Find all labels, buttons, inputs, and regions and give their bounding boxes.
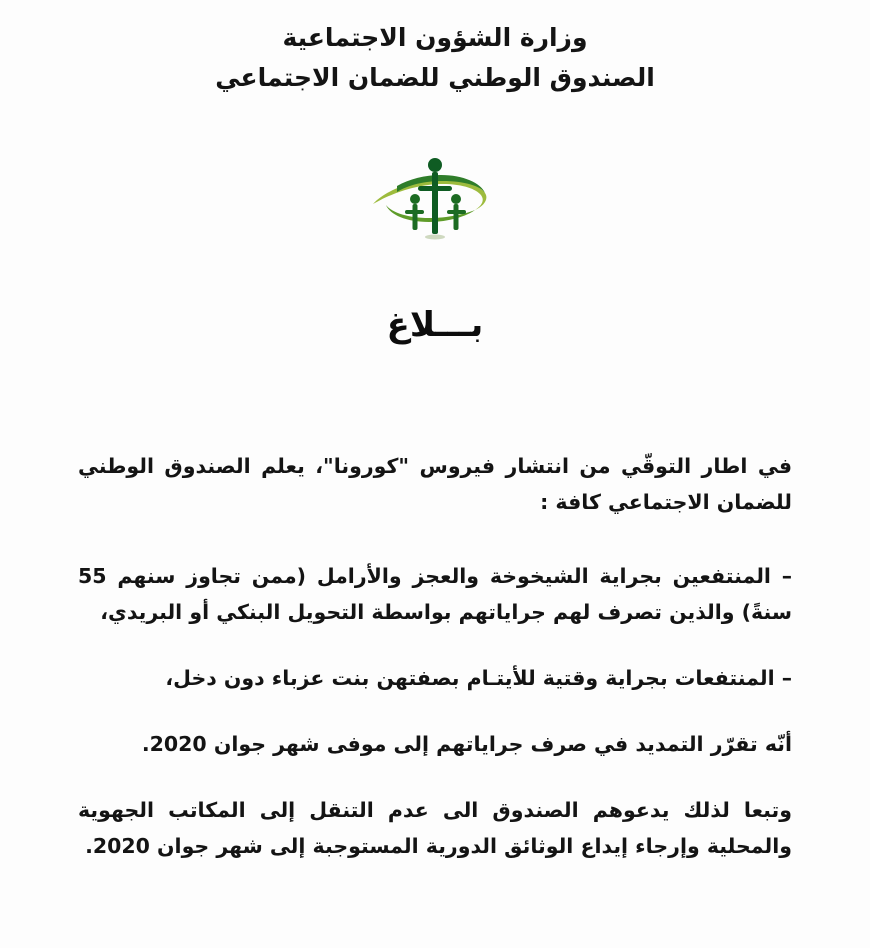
- document-body: [78, 448, 792, 864]
- spacer: [78, 696, 792, 726]
- extension-statement: أنّه تقرّر التمديد في صرف جراياتهم إلى موفى شهر جوان 2020.: [141, 732, 792, 756]
- beneficiary-list: [78, 558, 792, 696]
- intro-paragraph: في اطار التوقّي من انتشار فيروس "كورونا"، يعلم الصندوق الوطني للضمان الاجتماعي كافة :: [78, 454, 792, 514]
- ministry-title: وزارة الشؤون الاجتماعية: [282, 23, 588, 52]
- page-title: بـــلاغ: [386, 305, 484, 345]
- cnss-emblem-icon: [371, 152, 499, 244]
- spacer: [78, 762, 792, 792]
- spacer: [78, 520, 792, 558]
- list-item: – المنتفعين بجراية الشيخوخة والعجز والأرامل (ممن تجاوز سنهم 55 سنةً) والذين تصرف لهم جراياتهم بواسطة التحويل البنكي أو البريدي،: [78, 564, 792, 624]
- logo-container: [0, 152, 870, 244]
- closing-paragraph: وتبعا لذلك يدعوهم الصندوق الى عدم التنقل إلى المكاتب الجهوية والمحلية وإرجاء إيداع الوثائق الدورية المستوجبة إلى شهر جوان 2020.: [78, 798, 792, 858]
- spacer: [78, 630, 792, 660]
- organization-title: الصندوق الوطني للضمان الاجتماعي: [215, 63, 655, 92]
- document-header: [0, 18, 870, 98]
- list-item: – المنتفعات بجراية وقتية للأيتـام بصفتهن بنت عزباء دون دخل،: [165, 666, 792, 690]
